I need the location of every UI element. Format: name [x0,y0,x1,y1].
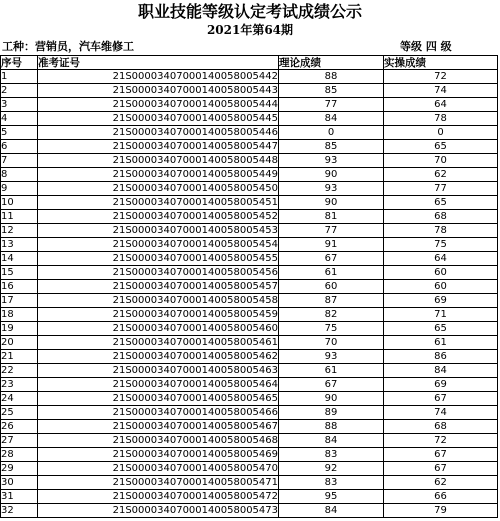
ticket-number: 21S00003407000140058005470 [38,462,279,476]
col-header-ticket: 准考证号 [38,56,279,70]
practical-score: 68 [384,210,498,224]
theory-score: 87 [279,294,384,308]
row-index: 8 [1,168,38,182]
theory-score: 70 [279,336,384,350]
table-row [1,182,498,196]
practical-score: 62 [384,168,498,182]
row-index: 28 [1,448,38,462]
theory-score: 83 [279,476,384,490]
theory-score: 83 [279,448,384,462]
practical-score: 67 [384,448,498,462]
ticket-number: 21S00003407000140058005451 [38,196,279,210]
practical-score: 60 [384,280,498,294]
table-row [1,294,498,308]
table-row [1,140,498,154]
table-row [1,504,498,518]
row-index: 14 [1,252,38,266]
row-index: 5 [1,126,38,140]
table-row [1,154,498,168]
theory-score: 77 [279,98,384,112]
ticket-number: 21S00003407000140058005455 [38,252,279,266]
theory-score: 0 [279,126,384,140]
table-row [1,238,498,252]
ticket-number: 21S00003407000140058005443 [38,84,279,98]
table-row [1,322,498,336]
practical-score: 79 [384,504,498,518]
theory-score: 84 [279,504,384,518]
practical-score: 71 [384,308,498,322]
row-index: 25 [1,406,38,420]
theory-score: 85 [279,140,384,154]
row-index: 27 [1,434,38,448]
practical-score: 65 [384,140,498,154]
ticket-number: 21S00003407000140058005453 [38,224,279,238]
row-index: 23 [1,378,38,392]
practical-score: 78 [384,112,498,126]
row-index: 3 [1,98,38,112]
theory-score: 93 [279,154,384,168]
table-row [1,378,498,392]
ticket-number: 21S00003407000140058005469 [38,448,279,462]
theory-score: 95 [279,490,384,504]
theory-score: 93 [279,182,384,196]
theory-score: 67 [279,378,384,392]
theory-score: 81 [279,210,384,224]
practical-score: 72 [384,70,498,84]
row-index: 4 [1,112,38,126]
practical-score: 72 [384,434,498,448]
row-index: 21 [1,350,38,364]
row-index: 11 [1,210,38,224]
row-index: 10 [1,196,38,210]
theory-score: 93 [279,350,384,364]
practical-score: 67 [384,462,498,476]
table-row [1,336,498,350]
table-row [1,112,498,126]
ticket-number: 21S00003407000140058005459 [38,308,279,322]
theory-score: 75 [279,322,384,336]
practical-score: 74 [384,84,498,98]
row-index: 20 [1,336,38,350]
practical-score: 69 [384,294,498,308]
theory-score: 82 [279,308,384,322]
practical-score: 60 [384,266,498,280]
ticket-number: 21S00003407000140058005445 [38,112,279,126]
ticket-number: 21S00003407000140058005448 [38,154,279,168]
table-row [1,434,498,448]
practical-score: 75 [384,238,498,252]
ticket-number: 21S00003407000140058005447 [38,140,279,154]
table-row [1,350,498,364]
practical-score: 64 [384,252,498,266]
row-index: 6 [1,140,38,154]
table-row [1,98,498,112]
table-row [1,406,498,420]
practical-score: 70 [384,154,498,168]
ticket-number: 21S00003407000140058005456 [38,266,279,280]
col-header-index: 序号 [1,56,38,70]
row-index: 22 [1,364,38,378]
theory-score: 91 [279,238,384,252]
ticket-number: 21S00003407000140058005452 [38,210,279,224]
practical-score: 67 [384,392,498,406]
period-subtitle: 2021年第64期 [206,23,294,37]
practical-score: 62 [384,476,498,490]
ticket-number: 21S00003407000140058005464 [38,378,279,392]
theory-score: 90 [279,168,384,182]
theory-score: 88 [279,420,384,434]
theory-score: 61 [279,266,384,280]
table-body [1,70,498,518]
row-index: 30 [1,476,38,490]
practical-score: 66 [384,490,498,504]
practical-score: 0 [384,126,498,140]
row-index: 17 [1,294,38,308]
table-row [1,364,498,378]
theory-score: 84 [279,434,384,448]
theory-score: 84 [279,112,384,126]
row-index: 29 [1,462,38,476]
col-header-practical: 实操成绩 [384,56,498,70]
practical-score: 61 [384,336,498,350]
ticket-number: 21S00003407000140058005449 [38,168,279,182]
ticket-number: 21S00003407000140058005458 [38,294,279,308]
ticket-number: 21S00003407000140058005462 [38,350,279,364]
practical-score: 78 [384,224,498,238]
col-header-theory: 理论成绩 [279,56,384,70]
ticket-number: 21S00003407000140058005465 [38,392,279,406]
row-index: 9 [1,182,38,196]
table-row [1,224,498,238]
row-index: 18 [1,308,38,322]
row-index: 7 [1,154,38,168]
row-index: 15 [1,266,38,280]
table-row [1,392,498,406]
theory-score: 60 [279,280,384,294]
ticket-number: 21S00003407000140058005467 [38,420,279,434]
ticket-number: 21S00003407000140058005468 [38,434,279,448]
theory-score: 61 [279,364,384,378]
ticket-number: 21S00003407000140058005463 [38,364,279,378]
meta-row [0,39,500,55]
ticket-number: 21S00003407000140058005461 [38,336,279,350]
table-row [1,266,498,280]
row-index: 24 [1,392,38,406]
table-row [1,252,498,266]
row-index: 26 [1,420,38,434]
ticket-number: 21S00003407000140058005442 [38,70,279,84]
practical-score: 84 [384,364,498,378]
table-row [1,420,498,434]
ticket-number: 21S00003407000140058005450 [38,182,279,196]
table-row [1,196,498,210]
table-row [1,210,498,224]
table-row [1,168,498,182]
theory-score: 67 [279,252,384,266]
ticket-number: 21S00003407000140058005454 [38,238,279,252]
row-index: 19 [1,322,38,336]
table-row [1,308,498,322]
table-row [1,126,498,140]
ticket-number: 21S00003407000140058005457 [38,280,279,294]
theory-score: 77 [279,224,384,238]
ticket-number: 21S00003407000140058005473 [38,504,279,518]
practical-score: 77 [384,182,498,196]
row-index: 16 [1,280,38,294]
theory-score: 90 [279,196,384,210]
row-index: 31 [1,490,38,504]
row-index: 32 [1,504,38,518]
job-type-label: 工种：营销员，汽车维修工 [2,40,134,53]
table-row [1,280,498,294]
table-row [1,476,498,490]
practical-score: 68 [384,420,498,434]
practical-score: 74 [384,406,498,420]
theory-score: 89 [279,406,384,420]
page-title: 职业技能等级认定考试成绩公示 [137,2,362,21]
table-header-row [1,56,498,70]
theory-score: 88 [279,70,384,84]
results-table [0,55,498,518]
theory-score: 85 [279,84,384,98]
table-row [1,462,498,476]
ticket-number: 21S00003407000140058005471 [38,476,279,490]
ticket-number: 21S00003407000140058005446 [38,126,279,140]
table-row [1,490,498,504]
level-label: 等级 四 级 [400,40,452,53]
practical-score: 65 [384,196,498,210]
table-row [1,84,498,98]
row-index: 1 [1,70,38,84]
practical-score: 65 [384,322,498,336]
table-row [1,70,498,84]
ticket-number: 21S00003407000140058005472 [38,490,279,504]
ticket-number: 21S00003407000140058005466 [38,406,279,420]
ticket-number: 21S00003407000140058005460 [38,322,279,336]
practical-score: 86 [384,350,498,364]
ticket-number: 21S00003407000140058005444 [38,98,279,112]
row-index: 2 [1,84,38,98]
row-index: 12 [1,224,38,238]
table-row [1,448,498,462]
theory-score: 90 [279,392,384,406]
row-index: 13 [1,238,38,252]
practical-score: 69 [384,378,498,392]
practical-score: 64 [384,98,498,112]
theory-score: 92 [279,462,384,476]
